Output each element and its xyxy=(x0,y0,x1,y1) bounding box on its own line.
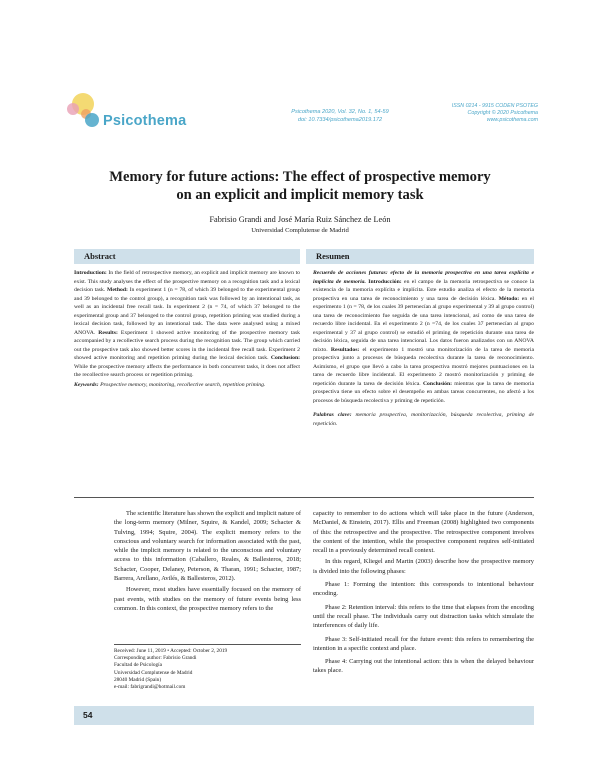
abstract-method-label: Method: xyxy=(107,287,128,293)
website: www.psicothema.com xyxy=(486,116,538,123)
keywords-label: Keywords: xyxy=(74,381,99,388)
citation: Psicothema 2020, Vol. 32, No. 1, 54-59 xyxy=(291,109,389,115)
university: Universidad Complutense de Madrid xyxy=(114,669,193,676)
resumen-intro-label: Introducción: xyxy=(365,278,402,285)
abstract-intro-text: In the field of retrospective memory, an explicit and implicit memory are known to exist. This study analyses the effect of the prospective memory on a recognition task and a lexical decision task. xyxy=(74,270,300,293)
issn: ISSN 0214 - 9915 CODEN PSOTEG xyxy=(451,103,538,109)
abstract-body xyxy=(74,269,300,389)
page-footer-band xyxy=(74,706,534,725)
body-column-right xyxy=(313,509,534,676)
abstract-conclusion-text: While the prospective memory affects the performance in both concurrent tasks, it does not affect the recollective search process or repetition priming. xyxy=(74,363,300,378)
body-paragraph: The scientific literature has shown the explicit and implicit nature of the long-term memory (Milner, Squire, & Kandel, 2009; Schacter & Tulving, 1994; Squire, 2004). The explicit memory refers to the conscious and voluntary search for information associated with the past, while the implicit memory is related to the unconscious and voluntary access to this information (Caballero, Reales, & Ballesteros, 2018; Schacter, Cooper, Delaney, Peterson, & Tharan, 1991; Schacter, 1987; Barrera, Arellano, Avilés, & Ballesteros, 2012). xyxy=(114,510,301,583)
abstract-intro-label: Introduction: xyxy=(74,270,107,276)
resumen-keywords xyxy=(313,411,534,428)
corresponding-author: Corresponding author: Fabrisio Grandi xyxy=(114,655,197,662)
resumen-title: Recuerdo de acciones futuras: efecto de la memoria prospectiva en una tarea explícita e implícita de memoria. xyxy=(313,270,534,285)
title-line-1: Memory for future actions: The effect of prospective memory xyxy=(109,169,491,185)
faculty: Facultad de Psicología xyxy=(114,662,162,669)
phase-item: Phase 1: Forming the intention: this corresponds to intentional behaviour encoding. xyxy=(313,581,534,598)
abstract-paragraph xyxy=(74,269,300,380)
doi: doi: 10.7334/psicothema2019.172 xyxy=(297,116,383,123)
article-title xyxy=(60,168,540,204)
phase-item: Phase 4: Carrying out the intentional action: this is when the delayed behaviour takes place. xyxy=(313,658,534,675)
palabras-clave-text: memoria prospectiva, monitorización, búsqueda recolectiva, priming de repetición. xyxy=(313,412,534,427)
abstract-results-label: Results: xyxy=(98,329,118,336)
keywords-text: Prospective memory, monitoring, recollective search, repetition priming. xyxy=(98,381,266,388)
body-paragraph: In this regard, Kliegel and Martin (2003) describe how the prospective memory is divided into the following phases: xyxy=(313,558,534,575)
resumen-method-text: en el experimento 1 (n = 78, de los cuales 39 pertenecían al grupo experimental y 39 al grupo control) una tarea de reconocimiento fue seguida de una tarea intencional, así como de una tarea de recuerdo libre incidental. En el experimento 2 (n =74, de los cuales 37 pertenecían al grupo experimental y 37 al grupo control) se estudió el priming de repetición durante una tarea de decisión léxica, seguida de una tarea intencional. Los datos fueron analizados con un ANOVA mixto. xyxy=(313,295,534,353)
abstract-keywords xyxy=(74,381,300,390)
resumen-conclusion-label: Conclusión: xyxy=(422,380,453,387)
psicothema-logo-icon xyxy=(63,84,183,138)
body-paragraph: However, most studies have essentially focused on the memory of past events, with studies on the memory of future events being less common. In this context, the prospective memory refers to the xyxy=(114,586,301,612)
affiliation: Universidad Complutense de Madrid xyxy=(251,227,349,234)
resumen-paragraph xyxy=(313,269,534,405)
journal-logo-text: Psicothema xyxy=(103,113,187,129)
abstract-heading: Abstract xyxy=(74,249,300,264)
section-divider xyxy=(74,497,534,498)
resumen-results-text: el experimento 1 mostró una monitorización de la tarea de memoria prospectiva junto a procesos de búsqueda recolectiva durante la tarea de reconocimiento. Asimismo, el grupo que llevó a cabo la tarea prospectiva mostró mejores puntuaciones en la tarea de recuerdo libre incidental. El experimento 2 mostró monitorización y priming de repetición durante la tarea de decisión léxica. xyxy=(313,346,534,387)
authors: Fabrisio Grandi and José María Ruiz Sánchez de León xyxy=(209,215,391,224)
resumen-method-label: Método: xyxy=(498,295,520,302)
page-number: 54 xyxy=(83,710,93,720)
copyright: Copyright © 2020 Psicothema xyxy=(467,109,538,116)
footnote xyxy=(114,644,301,691)
issn-block xyxy=(420,103,538,123)
body-column-left xyxy=(114,509,301,613)
title-line-2: on an explicit and implicit memory task xyxy=(176,187,424,203)
palabras-clave-label: Palabras clave: xyxy=(313,412,352,418)
received-accepted: Received: June 11, 2019 • Accepted: October 2, 2019 xyxy=(114,648,228,654)
city: 28040 Madrid (Spain) xyxy=(114,676,162,683)
email: e-mail: fabrigrandi@hotmail.com xyxy=(114,684,186,691)
body-paragraph: capacity to remember to do actions which will take place in the future (Anderson, McDaniel, & Einstein, 2017). Ellis and Freeman (2008) highlighted two components of this: the retrospective and the prospective. The retrospective component involves the content of the intention, while the prospective component requires self-initiated recall in a previously determined recall context. xyxy=(313,510,534,555)
phase-item: Phase 2: Retention interval: this refers to the time that elapses from the encoding until the recall phase. The individuals carry out distraction tasks which simulate the interferences of daily life. xyxy=(313,603,534,630)
resumen-conclusion-text: mientras que la tarea de memoria prospectiva tiene un efecto sobre el desempeño en ambas tareas concurrentes, no afectó a los procesos de búsqueda recolectiva y priming de repetición. xyxy=(313,380,534,404)
resumen-body xyxy=(313,269,534,428)
resumen-heading: Resumen xyxy=(306,249,534,264)
journal-citation xyxy=(280,109,400,124)
resumen-intro-text: en el campo de la memoria retrospectiva se conoce la existencia de la memoria explícita e implícita. Este estudio analiza el efecto de la memoria prospectiva en una tarea de reconocimiento y una tarea de decisión léxica. xyxy=(313,278,534,302)
abstract-conclusion-label: Conclusion: xyxy=(270,355,300,361)
abstract-results-text: Experiment 1 showed active monitoring of the prospective memory task accompanied by a recollective search process during the recognition task. The group which carried out the prospective task also showed better scores in the incidental free recall task. Experiment 2 showed active monitoring and repetition priming during the lexical decision task. xyxy=(74,329,300,361)
resumen-results-label: Resultados: xyxy=(330,346,360,353)
phase-item: Phase 3: Self-initiated recall for the future event: this refers to remembering the intention in a specific context and place. xyxy=(313,635,534,652)
abstract-method-text: In experiment 1 (n = 78, of which 39 belonged to the experimental group and 39 belonged to the control group), a recognition task was followed by an intentional task, as well as an incidental free recall task. In experiment 2 (n = 74, of which 37 belonged to the experimental group and 37 belonged to the control group, repetition priming was studied during a lexical decision task, followed by an intentional task. The data were analysed using a mixed ANOVA. xyxy=(74,287,300,336)
